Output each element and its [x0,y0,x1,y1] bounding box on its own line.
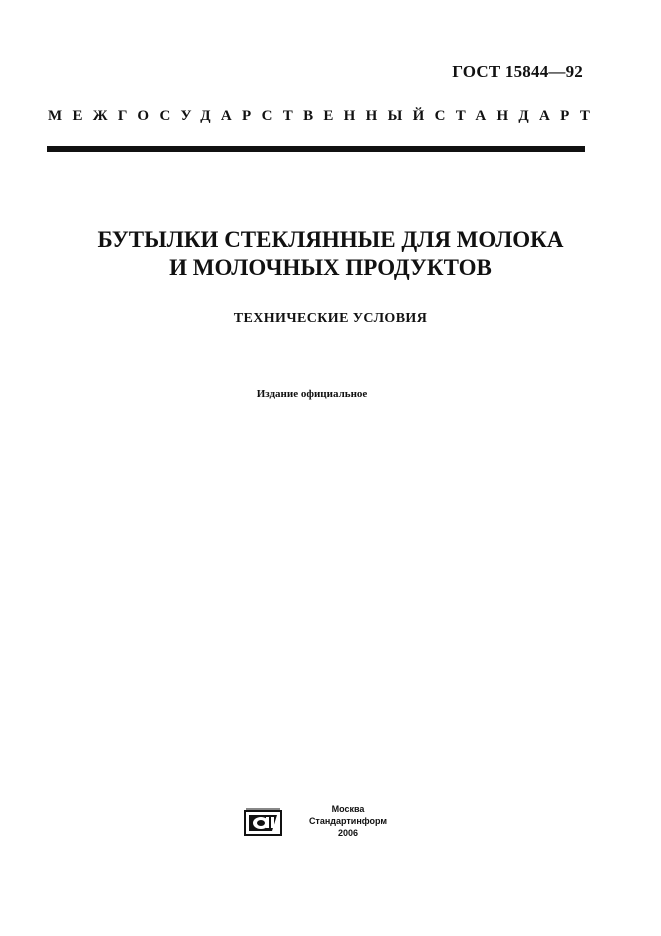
edition-note: Издание официальное [256,388,368,400]
standard-type-right: СТАНДАРТ [434,108,601,124]
standartinform-logo-icon [244,807,282,837]
publisher-name: Стандартинформ [308,816,388,826]
title-line-2: И МОЛОЧНЫХ ПРОДУКТОВ [169,255,492,280]
document-title [0,226,661,282]
title-line-1: БУТЫЛКИ СТЕКЛЯННЫЕ ДЛЯ МОЛОКА [97,227,564,252]
header-rule [47,146,585,152]
document-subtitle: ТЕХНИЧЕСКИЕ УСЛОВИЯ [233,311,428,326]
standard-type-heading [48,108,601,125]
publisher-block [306,803,390,839]
document-number: ГОСТ 15844—92 [452,62,583,81]
standard-type-left: МЕЖГОСУДАРСТВЕННЫЙ [48,108,435,124]
publication-year: 2006 [337,828,359,838]
publisher-city: Москва [331,804,365,814]
